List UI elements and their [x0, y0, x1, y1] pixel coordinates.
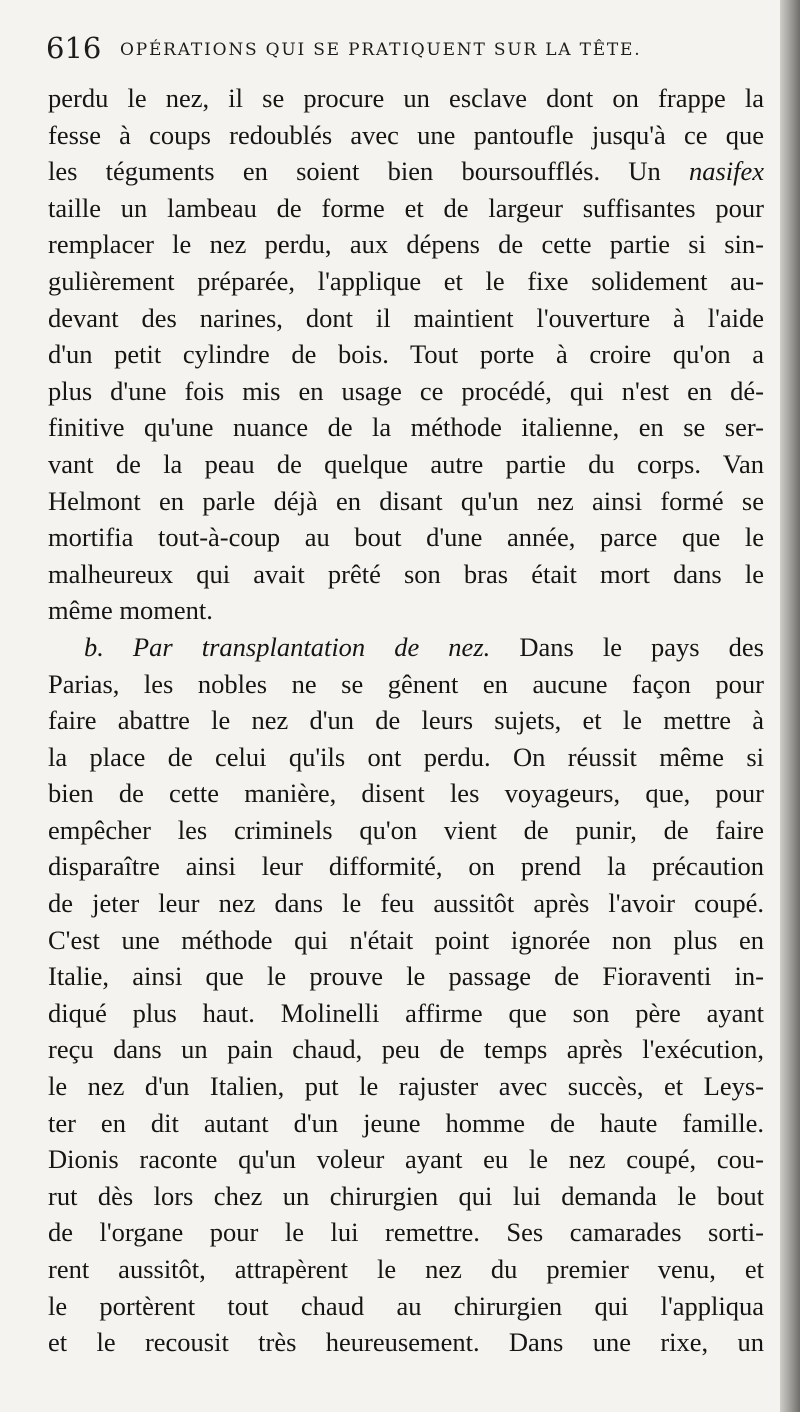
- text-segment: le portèrent tout chaud au chirurgien qui l'appliqua: [48, 1290, 764, 1321]
- text-segment: de l'organe pour le lui remettre. Ses camarades sorti-: [48, 1217, 764, 1248]
- text-line: [48, 1178, 764, 1215]
- text-segment: ter en dit autant d'un jeune homme de haute famille.: [48, 1107, 764, 1138]
- page-edge-shadow: [780, 0, 800, 1412]
- text-line: [48, 336, 764, 373]
- page-number: 616: [46, 31, 102, 65]
- running-head: OPÉRATIONS QUI SE PRATIQUENT SUR LA TÊTE.: [120, 40, 642, 60]
- text-line: [48, 922, 764, 959]
- text-line: [48, 519, 764, 556]
- text-line: [48, 629, 764, 666]
- text-segment: malheureux qui avait prêté son bras était mort dans le: [48, 558, 764, 589]
- text-segment: même moment.: [48, 595, 213, 626]
- text-line: [48, 739, 764, 776]
- text-segment: plus d'une fois mis en usage ce procédé, qui n'est en dé-: [48, 375, 764, 406]
- text-line: [48, 995, 764, 1032]
- text-line: [48, 1288, 764, 1325]
- text-line: [48, 1068, 764, 1105]
- body-text: [48, 80, 764, 1361]
- text-segment: gulièrement préparée, l'applique et le fixe solidement au-: [48, 265, 764, 296]
- text-line: [48, 446, 764, 483]
- text-segment: les téguments en soient bien boursoufflés. Un: [48, 156, 689, 187]
- text-segment: d'un petit cylindre de bois. Tout porte à croire qu'on a: [48, 339, 764, 370]
- italic-text-segment: b. Par transplantation de nez.: [84, 631, 491, 662]
- text-segment: empêcher les criminels qu'on vient de punir, de faire: [48, 814, 764, 845]
- text-line: [48, 117, 764, 154]
- text-segment: vant de la peau de quelque autre partie du corps. Van: [48, 448, 764, 479]
- text-segment: rent aussitôt, attrapèrent le nez du premier venu, et: [48, 1254, 764, 1284]
- text-line: [48, 1141, 764, 1178]
- text-segment: finitive qu'une nuance de la méthode italienne, en se ser-: [48, 412, 764, 443]
- text-segment: disparaître ainsi leur difformité, on prend la précaution: [48, 851, 764, 882]
- text-line: [48, 226, 764, 263]
- text-segment: bien de cette manière, disent les voyageurs, que, pour: [48, 778, 764, 809]
- text-line: [48, 775, 764, 812]
- text-segment: rut dès lors chez un chirurgien qui lui demanda le bout: [48, 1180, 764, 1211]
- text-segment: Italie, ainsi que le prouve le passage de Fioraventi in-: [48, 961, 764, 992]
- text-segment: de jeter leur nez dans le feu aussitôt après l'avoir coupé.: [48, 888, 764, 919]
- text-segment: reçu dans un pain chaud, peu de temps après l'exécution,: [48, 1034, 764, 1065]
- text-segment: perdu le nez, il se procure un esclave dont on frappe la: [48, 83, 764, 113]
- text-segment: le nez d'un Italien, put le rajuster avec succès, et Leys-: [48, 1071, 764, 1102]
- text-segment: C'est une méthode qui n'était point ignorée non plus en: [48, 924, 764, 955]
- text-line: [48, 483, 764, 520]
- text-line: [48, 300, 764, 337]
- text-segment: faire abattre le nez d'un de leurs sujets, et le mettre à: [48, 705, 764, 736]
- text-line: [48, 409, 764, 446]
- page-header: [46, 28, 746, 68]
- text-line: [48, 666, 764, 703]
- text-segment: Helmont en parle déjà en disant qu'un nez ainsi formé se: [48, 485, 764, 516]
- text-line: [48, 373, 764, 410]
- text-line: [48, 80, 764, 117]
- text-segment: fesse à coups redoublés avec une pantoufle jusqu'à ce que: [48, 119, 764, 150]
- italic-text-segment: nasifex: [688, 156, 764, 187]
- text-line: [48, 592, 764, 629]
- text-line: [48, 702, 764, 739]
- text-segment: diqué plus haut. Molinelli affirme que son père ayant: [48, 997, 764, 1028]
- text-segment: remplacer le nez perdu, aux dépens de cette partie si sin-: [48, 229, 764, 260]
- text-line: [48, 958, 764, 995]
- text-line: [48, 556, 764, 593]
- text-line: [48, 1214, 764, 1251]
- text-segment: devant des narines, dont il maintient l'ouverture à l'aide: [48, 302, 764, 333]
- text-line: [48, 1251, 764, 1288]
- text-line: [48, 1324, 764, 1361]
- text-segment: Dionis raconte qu'un voleur ayant eu le nez coupé, cou-: [48, 1144, 764, 1175]
- text-segment: taille un lambeau de forme et de largeur suffisantes pour: [48, 192, 764, 223]
- text-segment: mortifia tout-à-coup au bout d'une année, parce que le: [48, 522, 764, 553]
- text-line: [48, 848, 764, 885]
- text-segment: Parias, les nobles ne se gênent en aucune façon pour: [48, 668, 764, 699]
- text-segment: Dans le pays des: [490, 631, 764, 662]
- text-line: [48, 812, 764, 849]
- text-line: [48, 190, 764, 227]
- text-segment: la place de celui qu'ils ont perdu. On réussit même si: [48, 741, 764, 772]
- text-line: [48, 263, 764, 300]
- text-line: [48, 1105, 764, 1142]
- text-line: [48, 153, 764, 190]
- text-line: [48, 885, 764, 922]
- text-line: [48, 1031, 764, 1068]
- text-segment: et le recousit très heureusement. Dans une rixe, un: [48, 1327, 764, 1358]
